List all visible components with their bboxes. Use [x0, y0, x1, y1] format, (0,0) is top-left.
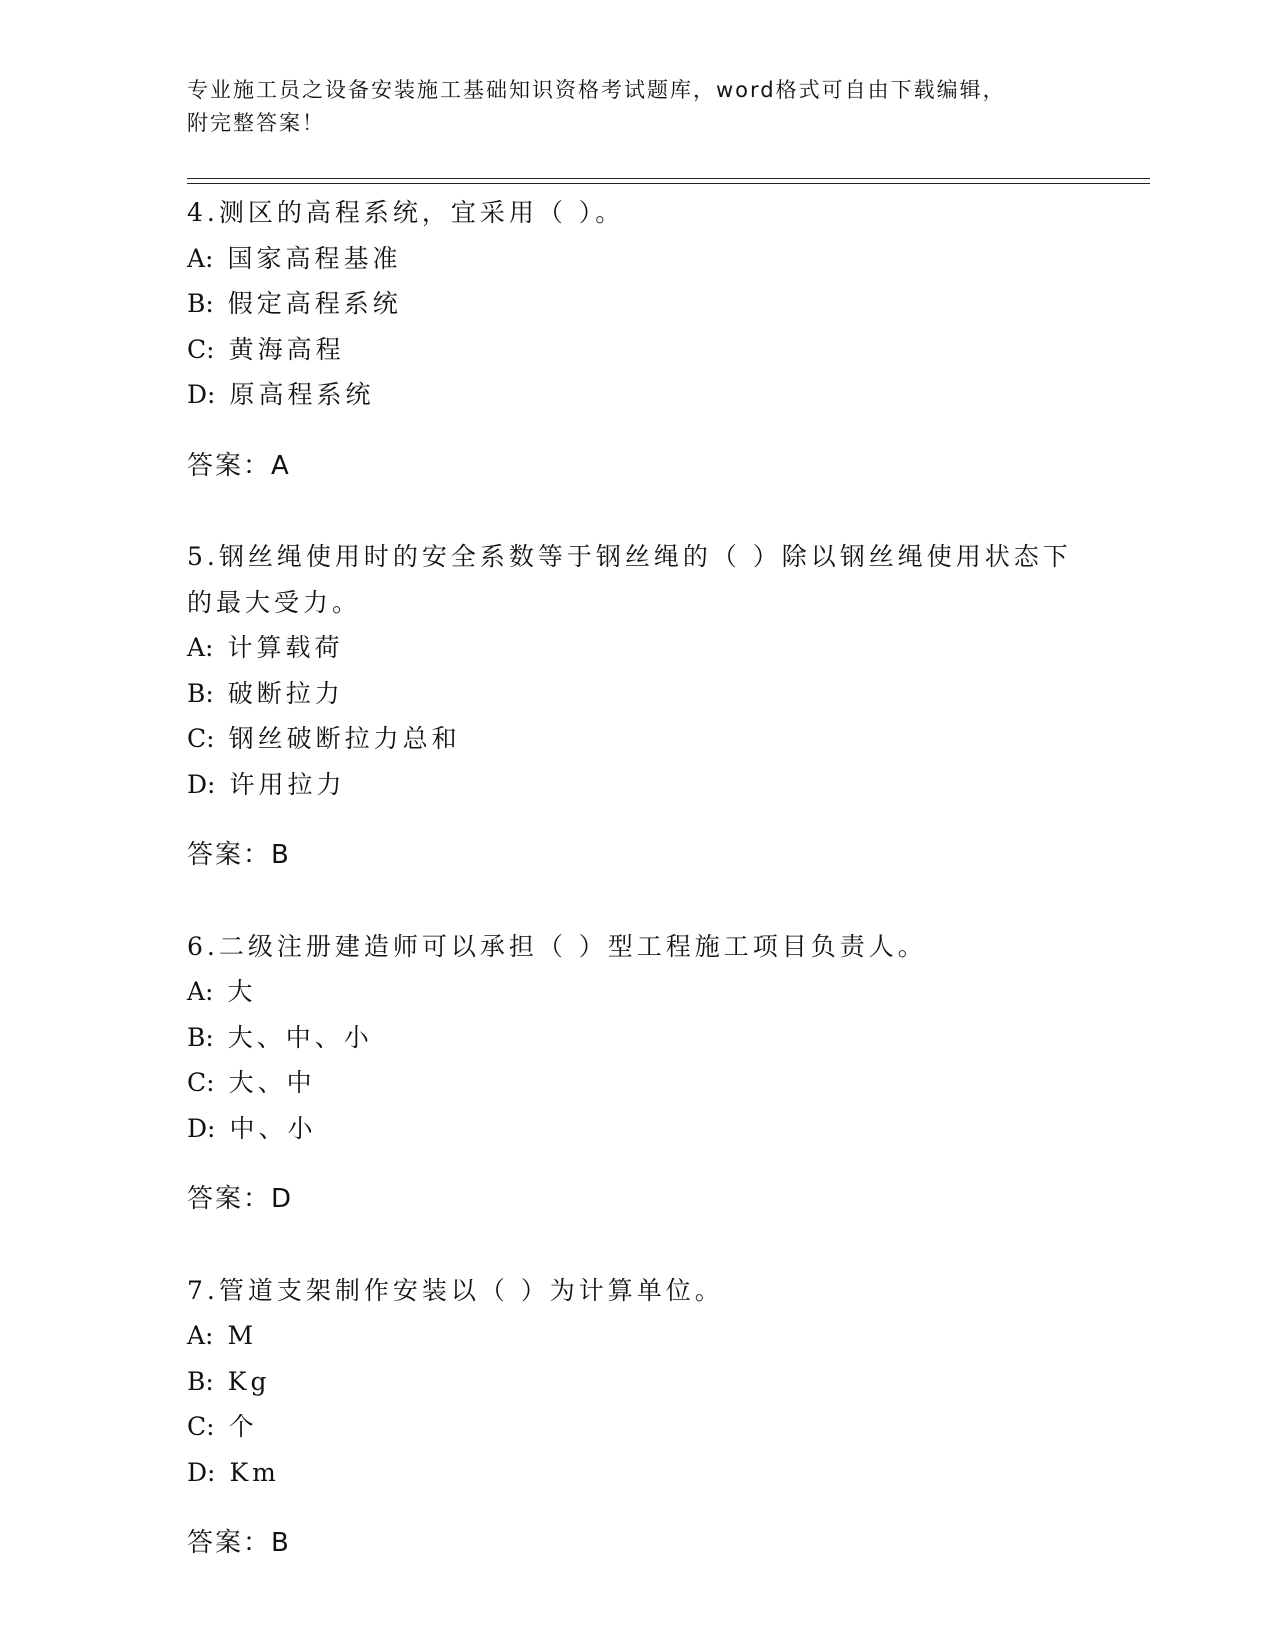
answer-line	[187, 444, 1087, 490]
answer-line	[187, 1177, 1087, 1223]
question-block	[187, 924, 1087, 1223]
answer-line	[187, 833, 1087, 879]
answer-line	[187, 1521, 1087, 1567]
option-key: A:	[187, 977, 214, 1006]
option-text: Kg	[227, 1366, 271, 1396]
header-line-2: 附完整答案！	[187, 111, 325, 135]
option-text: 中、小	[229, 1113, 317, 1143]
option-text: 黄海高程	[228, 334, 345, 364]
question-block	[187, 190, 1087, 489]
option-text: 大、中、小	[227, 1022, 373, 1052]
answer-option	[187, 1313, 1087, 1359]
answer-label: 答案：	[187, 1184, 272, 1214]
option-key: C:	[187, 724, 215, 753]
option-text: 计算载荷	[227, 633, 344, 662]
answer-value: B	[271, 840, 291, 870]
option-text: 许用拉力	[229, 769, 346, 799]
answer-option	[187, 1404, 1087, 1450]
answer-option	[187, 1106, 1087, 1152]
option-text: 大、中	[228, 1068, 316, 1097]
answer-option	[187, 236, 1087, 282]
option-key: B:	[187, 678, 214, 708]
answer-label: 答案：	[187, 1528, 272, 1558]
option-text: 原高程系统	[229, 380, 375, 409]
question-text: 5.钢丝绳使用时的安全系数等于钢丝绳的（ ）除以钢丝绳使用状态下的最大受力。	[187, 542, 1072, 617]
header-divider-bottom	[187, 183, 1150, 184]
answer-value: B	[271, 1528, 291, 1558]
answer-option	[187, 281, 1087, 327]
option-text: 个	[228, 1412, 258, 1441]
answer-option	[187, 671, 1087, 717]
option-key: A:	[187, 1321, 214, 1350]
option-key: D:	[187, 1113, 216, 1143]
question-text: 4.测区的高程系统，宜采用（ ）。	[187, 198, 625, 227]
question-list	[187, 190, 1087, 1593]
answer-option	[187, 969, 1087, 1015]
option-key: B:	[187, 1366, 214, 1396]
answer-option	[187, 1060, 1087, 1106]
option-key: A:	[187, 633, 214, 662]
option-text: 大	[227, 977, 257, 1006]
option-key: D:	[187, 380, 216, 409]
option-key: D:	[187, 1457, 216, 1487]
answer-option	[187, 327, 1087, 373]
answer-option	[187, 1450, 1087, 1496]
answer-option	[187, 716, 1087, 762]
answer-option	[187, 372, 1087, 418]
answer-option	[187, 1015, 1087, 1061]
option-key: B:	[187, 289, 214, 318]
answer-label: 答案：	[187, 450, 272, 481]
option-text: 假定高程系统	[227, 289, 402, 318]
option-text: 破断拉力	[227, 678, 344, 708]
answer-value: A	[271, 450, 291, 481]
question-text: 6.二级注册建造师可以承担（ ）型工程施工项目负责人。	[187, 931, 927, 961]
answer-option	[187, 625, 1087, 671]
answer-option	[187, 1359, 1087, 1405]
option-key: D:	[187, 769, 216, 799]
answer-value: D	[271, 1184, 294, 1214]
answer-label: 答案：	[187, 840, 272, 870]
document-header	[187, 74, 1087, 140]
option-text: Km	[229, 1457, 280, 1487]
option-text: 国家高程基准	[227, 243, 402, 273]
header-line-1: 专业施工员之设备安装施工基础知识资格考试题库，word格式可自由下载编辑，	[187, 78, 1006, 102]
question-text: 7.管道支架制作安装以（ ）为计算单位。	[187, 1275, 724, 1305]
answer-option	[187, 762, 1087, 808]
option-key: B:	[187, 1022, 214, 1052]
option-text: M	[227, 1321, 258, 1350]
option-key: C:	[187, 1068, 215, 1097]
question-block	[187, 534, 1087, 879]
option-key: C:	[187, 1412, 215, 1441]
question-block	[187, 1268, 1087, 1567]
option-text: 钢丝破断拉力总和	[228, 724, 461, 753]
option-key: C:	[187, 334, 215, 364]
option-key: A:	[187, 243, 214, 273]
header-divider-top	[187, 178, 1150, 179]
